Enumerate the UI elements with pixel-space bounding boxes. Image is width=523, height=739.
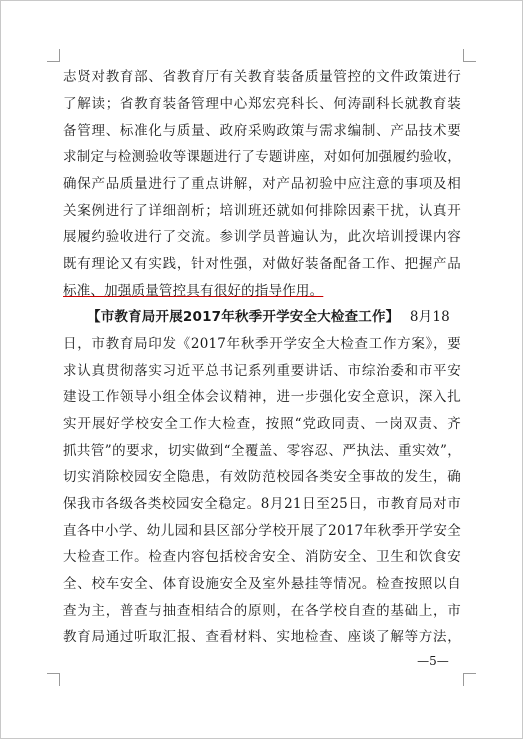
crop-mark-bottom-right <box>463 673 476 686</box>
body-line: 抓共管”的要求，切实做到“全覆盖、零容忍、严执法、重实效”， <box>63 443 461 459</box>
section-heading-line <box>87 307 461 327</box>
heading-date-fragment: 8月18 <box>409 309 450 325</box>
body-line: 展履约验收进行了交流。参训学员普遍认为，此次培训授课内容 <box>63 229 461 245</box>
body-line: 保我市各级各类校园安全稳定。8月21日至25日，市教育局对市 <box>63 496 461 512</box>
section-heading: 【市教育局开展2017年秋季开学安全大检查工作】 <box>87 309 400 325</box>
body-line: 教育局通过听取汇报、查看材料、实地检查、座谈了解等方法， <box>63 629 461 645</box>
body-line: 切实消除校园安全隐患，有效防范校园各类安全事故的发生，确 <box>63 469 461 485</box>
body-line: 标准、加强质量管控具有很好的指导作用。 <box>63 283 324 299</box>
crop-mark-bottom-left <box>47 673 60 686</box>
body-line: 志贤对教育部、省教育厅有关教育装备质量管控的文件政策进行 <box>63 69 461 85</box>
body-line: 全、校车安全、体育设施安全及室外悬挂等情况。检查按照以自 <box>63 576 461 592</box>
body-line: 建设工作领导小组全体会议精神，进一步强化安全意识，深入扎 <box>63 389 461 405</box>
body-line: 了解读；省教育装备管理中心郑宏亮科长、何涛副科长就教育装 <box>63 96 461 112</box>
body-line: 实开展好学校安全工作大检查，按照“党政同责、一岗双责、齐 <box>63 416 461 432</box>
body-line: 确保产品质量进行了重点讲解，对产品初验中应注意的事项及相 <box>63 176 461 192</box>
crop-mark-top-right <box>463 49 476 62</box>
body-line: 查为主，普查与抽查相结合的原则，在各学校自查的基础上，市 <box>63 603 461 619</box>
body-line: 备管理、标准化与质量、政府采购政策与需求编制、产品技术要 <box>63 123 461 139</box>
body-line: 关案例进行了详细剖析；培训班还就如何排除因素干扰，认真开 <box>63 203 461 219</box>
body-line: 求认真贯彻落实习近平总书记系列重要讲话、市综治委和市平安 <box>63 363 461 379</box>
page-number: —5— <box>417 654 449 668</box>
body-line: 既有理论又有实践，针对性强，对做好装备配备工作、把握产品 <box>63 256 461 272</box>
body-line: 求制定与检测验收等课题进行了专题讲座，对如何加强履约验收， <box>63 149 461 165</box>
crop-mark-top-left <box>47 49 60 62</box>
body-line: 大检查工作。检查内容包括校舍安全、消防安全、卫生和饮食安 <box>63 549 461 565</box>
body-line: 直各中小学、幼儿园和县区部分学校开展了2017年秋季开学安全 <box>63 523 461 539</box>
body-line: 日，市教育局印发《2017年秋季开学安全大检查工作方案》，要 <box>63 336 461 352</box>
